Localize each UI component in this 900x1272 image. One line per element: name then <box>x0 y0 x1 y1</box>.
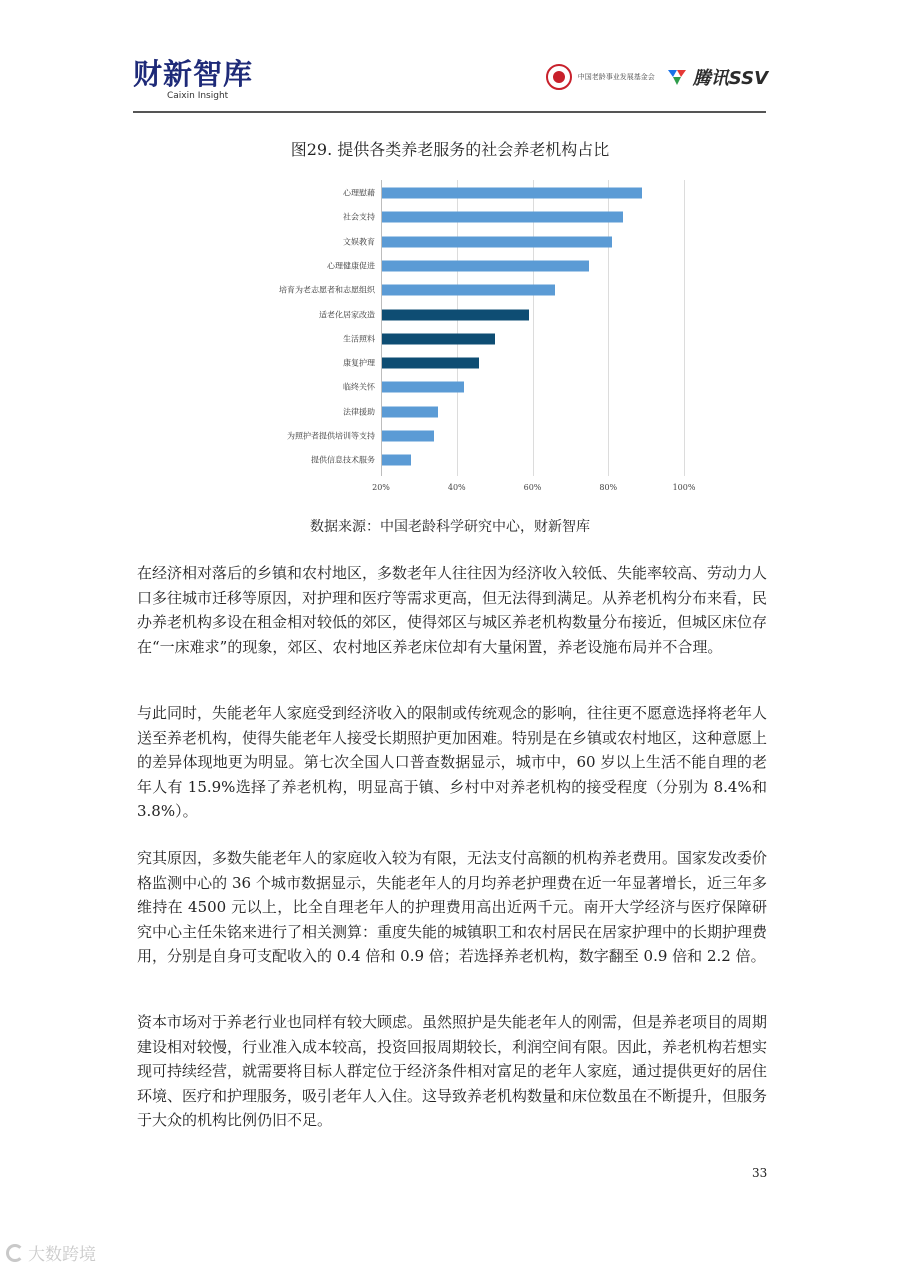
paragraph-1: 在经济相对落后的乡镇和农村地区，多数老年人往往因为经济收入较低、失能率较高、劳动力人口多往城市迁移等原因，对护理和医疗等需求更高，但无法得到满足。从养老机构分布来看，民办养老机构多设在租金相对较低的郊区，使得郊区与城区养老机构数量分布接近，但城区床位存在“一床难求”的现象，郊区、农村地区养老床位却有大量闲置，养老设施布局并不合理。 <box>137 564 768 656</box>
bar-chart <box>240 176 710 496</box>
x-tick-label: 80% <box>599 483 618 492</box>
paragraph-4: 资本市场对于养老行业也同样有较大顾虑。虽然照护是失能老年人的刚需，但是养老项目的周期建设相对较慢，行业准入成本较高，投资回报周期较长，利润空间有限。因此，养老机构若想实现可持续经营，就需要将目标人群定位于经济条件相对富足的老年人家庭，通过提供更好的居住环境、医疗和护理服务，吸引老年人入住。这导致养老机构数量和床位数虽在不断提升，但服务于大众的机构比例仍旧不足。 <box>137 1013 768 1129</box>
page-header <box>133 58 768 113</box>
x-tick-label: 100% <box>672 483 696 492</box>
bar <box>382 212 623 223</box>
bar <box>382 406 438 417</box>
bar <box>382 236 612 247</box>
cnaf-name: 中国老龄事业发展基金会 <box>577 73 655 81</box>
bar <box>382 431 434 442</box>
figure-source: 数据来源：中国老龄科学研究中心，财新智库 <box>310 519 590 535</box>
gridline <box>533 180 534 476</box>
tencent-ssv-name: 腾讯SSV <box>692 68 768 89</box>
page-number: 33 <box>752 1166 768 1180</box>
x-tick-label: 20% <box>372 483 390 492</box>
category-label: 生活照料 <box>343 334 375 344</box>
bar <box>382 309 529 320</box>
bar <box>382 188 642 199</box>
cnaf-emblem-icon <box>546 64 572 90</box>
bar <box>382 333 495 344</box>
category-label: 提供信息技术服务 <box>311 455 375 465</box>
tencent-ssv-logo-icon <box>667 67 687 87</box>
gridline <box>608 180 609 476</box>
paragraph-3: 究其原因，多数失能老年人的家庭收入较为有限，无法支付高额的机构养老费用。国家发改委价格监测中心的 36 个城市数据显示，失能老年人的月均养老护理费在近一年显著增长，近三年多维持在 4500 元以上，比全自理老年人的护理费用高出近两千元。南开大学经济与医疗保障研究中心主任朱铭来进行了相关测算：重度失能的城镇职工和农村居民在居家护理中的长期护理费用，分别是自身可支配收入的 0.4 倍和 0.9 倍；若选择养老机构，数字翻至 0.9 倍和 2.2 倍。 <box>137 849 768 965</box>
header-divider <box>133 111 766 113</box>
category-label: 临终关怀 <box>343 382 375 392</box>
paragraph-2: 与此同时，失能老年人家庭受到经济收入的限制或传统观念的影响，往往更不愿意选择将老年人送至养老机构，使得失能老年人接受长期照护更加困难。特别是在乡镇或农村地区，这种意愿上的差异体现地更为明显。第七次全国人口普查数据显示，城市中，60 岁以上生活不能自理的老年人有 15.9%选择了养老机构，明显高于镇、乡村中对养老机构的接受程度（分别为 8.4%和 3.8%）。 <box>137 704 768 820</box>
partner-logos <box>546 64 768 90</box>
watermark-text: 大数跨境 <box>28 1245 96 1265</box>
category-label: 适老化居家改造 <box>319 310 375 319</box>
caixin-logo: 财新智库 <box>133 57 254 91</box>
bar <box>382 382 464 393</box>
caixin-logo-subtitle: Caixin Insight <box>167 91 229 101</box>
bar <box>382 260 589 271</box>
watermark <box>6 1240 96 1265</box>
category-label: 文娱教育 <box>343 237 375 247</box>
category-label: 为照护者提供培训等支持 <box>287 431 375 441</box>
category-label: 心理慰藉 <box>343 188 375 198</box>
category-label: 康复护理 <box>343 358 375 368</box>
bar <box>382 358 479 369</box>
x-tick-label: 40% <box>447 483 466 492</box>
category-label: 心理健康促进 <box>327 261 375 271</box>
gridline <box>684 180 685 476</box>
category-label: 社会支持 <box>343 212 375 222</box>
category-label: 培育为老志愿者和志愿组织 <box>279 285 375 295</box>
category-label: 法律援助 <box>343 407 375 417</box>
bar <box>382 285 555 296</box>
watermark-logo-icon <box>6 1244 24 1262</box>
gridline <box>457 180 458 476</box>
figure-title: 图29. 提供各类养老服务的社会养老机构占比 <box>290 140 610 159</box>
bar <box>382 455 411 466</box>
x-tick-label: 60% <box>523 483 542 492</box>
